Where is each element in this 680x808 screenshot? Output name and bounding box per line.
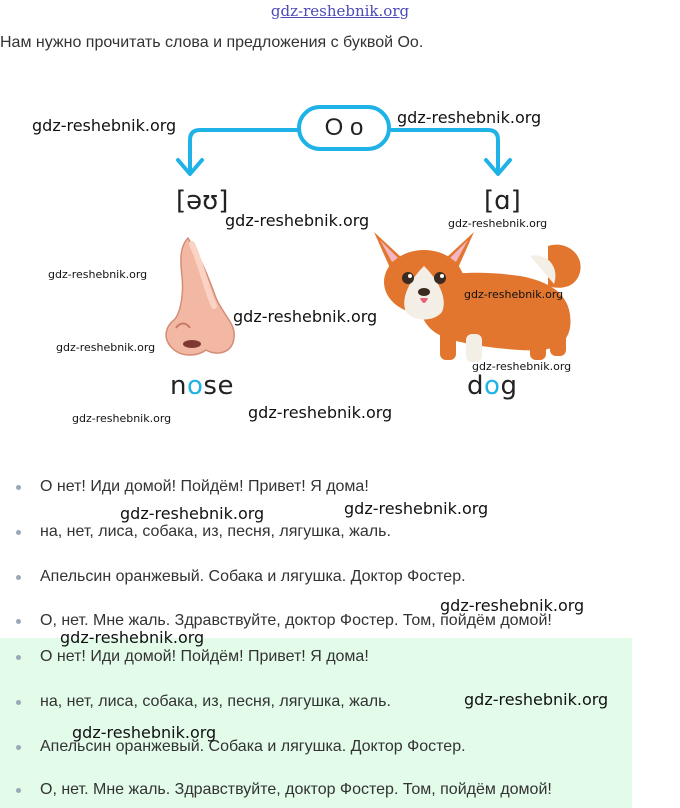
- bullet-icon: [16, 655, 21, 660]
- watermark-text: gdz-reshebnik.org: [56, 341, 156, 354]
- watermark-text: gdz-reshebnik.org: [72, 723, 217, 742]
- word-dog: dog: [467, 371, 518, 401]
- word-nose: nose: [170, 371, 234, 401]
- watermark-text: gdz-reshebnik.org: [233, 307, 378, 326]
- list-item: на, нет, лиса, собака, из, песня, лягушка, жаль.: [16, 523, 367, 541]
- right-arrow-icon: [392, 130, 498, 172]
- watermark-text: gdz-reshebnik.org: [248, 403, 393, 422]
- list-item: Апельсин оранжевый. Собака и лягушка. Доктор Фостер.: [16, 738, 442, 756]
- list-item: Апельсин оранжевый. Собака и лягушка. Доктор Фостер.: [16, 568, 442, 586]
- letter-badge: [297, 105, 391, 151]
- list-item: О нет! Иди домой! Пойдём! Привет! Я дома!: [16, 478, 345, 496]
- watermark-text: gdz-reshebnik.org: [472, 360, 572, 373]
- watermark-text: gdz-reshebnik.org: [440, 596, 585, 615]
- watermark-text: gdz-reshebnik.org: [225, 211, 370, 230]
- watermark-text: gdz-reshebnik.org: [60, 628, 205, 647]
- letter-text: О о: [324, 114, 364, 141]
- bullet-icon: [16, 575, 21, 580]
- bullet-icon: [16, 788, 21, 793]
- list-item: О нет! Иди домой! Пойдём! Привет! Я дома!: [16, 648, 345, 666]
- watermark-text: gdz-reshebnik.org: [397, 108, 542, 127]
- watermark-text: gdz-reshebnik.org: [344, 499, 489, 518]
- watermark-text: gdz-reshebnik.org: [464, 288, 564, 301]
- list-item: О, нет. Мне жаль. Здравствуйте, доктор Фостер. Том, пойдём домой!: [16, 612, 528, 630]
- intro-text: Нам нужно прочитать слова и предложения с буквой Оо.: [0, 34, 424, 51]
- nose-icon: [158, 236, 242, 366]
- list-item: О, нет. Мне жаль. Здравствуйте, доктор Фостер. Том, пойдём домой!: [16, 781, 528, 799]
- watermark-text: gdz-reshebnik.org: [72, 412, 172, 425]
- bullet-icon: [16, 619, 21, 624]
- watermark-text: gdz-reshebnik.org: [32, 116, 177, 135]
- bullet-icon: [16, 530, 21, 535]
- watermark-text: gdz-reshebnik.org: [448, 217, 548, 230]
- watermark-text: gdz-reshebnik.org: [120, 504, 265, 523]
- left-arrow-icon: [190, 130, 298, 172]
- watermark-text: gdz-reshebnik.org: [464, 690, 609, 709]
- watermark-text: gdz-reshebnik.org: [48, 268, 148, 281]
- bullet-icon: [16, 745, 21, 750]
- ipa-right: [ɑ]: [484, 186, 521, 216]
- ipa-left: [əʊ]: [176, 186, 229, 216]
- bullet-icon: [16, 700, 21, 705]
- bullet-icon: [16, 485, 21, 490]
- list-item: на, нет, лиса, собака, из, песня, лягушка, жаль.: [16, 693, 367, 711]
- site-header-link[interactable]: gdz-reshebnik.org: [270, 2, 410, 20]
